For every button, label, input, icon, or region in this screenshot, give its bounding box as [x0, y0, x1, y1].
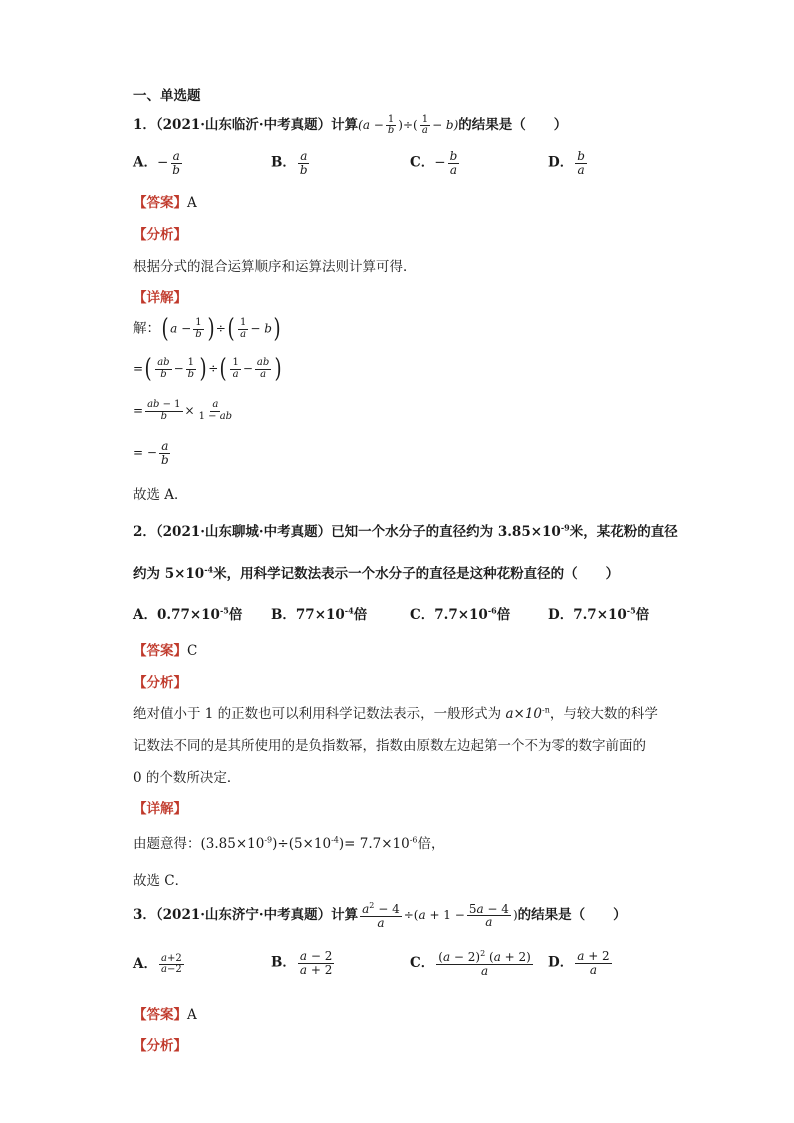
q2-analysis-line1: 绝对值小于 1 的正数也可以利用科学记数法表示，一般形式为 $a\times 10^{-n}$，与较大数的科学 [133, 705, 658, 722]
q2-analysis-line2: 记数法不同的是其所使用的是负指数幂，指数由原数左边起第一个不为零的数字前面的 [133, 738, 646, 754]
q1-option-d[interactable]: D． $\frac{b}{a}$ [548, 149, 585, 177]
q2-detail-text: 由题意得：$(3.85\times 10^{-9})\div(5\times 10^{-4})= 7.7\times 10^{-6}$倍， [133, 835, 445, 852]
q1-expression: (a − $\frac{1}{b}$ )÷( $\frac{1}{a}$ − b) [358, 113, 459, 136]
question-2-stem-line1: 2．（2021·山东聊城·中考真题）已知一个水分子的直径约为 $3.85\times 10^{-9}$米，某花粉的直径 [133, 522, 678, 540]
q1-analysis-text: 根据分式的混合运算顺序和运算法则计算可得． [133, 259, 417, 275]
section-title: 一、单选题 [133, 88, 201, 104]
q1-step-4: = − $\frac{a}{b}$ [133, 439, 169, 467]
q2-option-d[interactable]: D．$7.7\times 10^{-5}$倍 [548, 605, 650, 623]
q1-option-b[interactable]: B． $\frac{a}{b}$ [271, 149, 308, 177]
q1-answer: 【答案】A [133, 195, 197, 211]
q3-option-c[interactable]: C． $\frac{(a - 2)^2 (a + 2)}{a}$ [410, 949, 531, 978]
q2-answer: 【答案】C [133, 643, 198, 659]
q2-analysis-tag: 【分析】 [133, 675, 187, 691]
q3-option-b[interactable]: B． $\frac{a - 2}{a + 2}$ [271, 949, 333, 977]
q1-step-2: =( $\frac{ab}{b}$ − $\frac{1}{b}$ ) ÷( $\frac{1}{a}$ − $\frac{ab}{a}$ ) [133, 354, 282, 384]
q1-detail-tag: 【详解】 [133, 290, 187, 306]
q2-option-b[interactable]: B．$77\times 10^{-4}$倍 [271, 605, 368, 623]
q1-step-3: = $\frac{ab - 1}{b}$ × $\frac{a}{1 - ab}$ [133, 399, 233, 422]
q2-detail-tag: 【详解】 [133, 801, 187, 817]
q2-option-c[interactable]: C．$7.7\times 10^{-6}$倍 [410, 605, 511, 623]
q1-option-c[interactable]: C．− $\frac{b}{a}$ [410, 149, 458, 177]
q3-answer: 【答案】A [133, 1007, 197, 1023]
question-3-stem: 3．（2021·山东济宁·中考真题）计算 $\frac{a^2 - 4}{a}$ ÷(a + 1 − $\frac{5a - 4}{a}$ )的结果是（ ） [133, 901, 627, 930]
q3-analysis-tag: 【分析】 [133, 1038, 187, 1054]
question-2-stem-line2: 约为 $5\times 10^{-4}$米，用科学记数法表示一个水分子的直径是这种花粉直径的（ ） [133, 564, 620, 582]
q2-option-a[interactable]: A．$0.77\times 10^{-5}$倍 [133, 605, 243, 623]
q1-conclusion: 故选 A． [133, 487, 188, 503]
q3-option-d[interactable]: D． $\frac{a + 2}{a}$ [548, 949, 610, 977]
q2-conclusion: 故选 C． [133, 873, 189, 889]
q2-analysis-line3: 0 的个数所决定． [133, 770, 241, 786]
q1-analysis-tag: 【分析】 [133, 227, 187, 243]
q1-step-1: 解：( a − $\frac{1}{b}$ ) ÷( $\frac{1}{a}$ − b) [133, 314, 281, 344]
q1-option-a[interactable]: A．− $\frac{a}{b}$ [133, 149, 180, 177]
q3-expression: $\frac{a^2 - 4}{a}$ ÷(a + 1 − $\frac{5a - 4}{a}$ ) [362, 901, 518, 930]
q3-option-a[interactable]: A． $\frac{a+2}{a-2}$ [133, 952, 182, 975]
question-1-stem: 1．（2021·山东临沂·中考真题）计算(a − $\frac{1}{b}$ )÷( $\frac{1}{a}$ − b)的结果是（ ） [133, 113, 568, 136]
